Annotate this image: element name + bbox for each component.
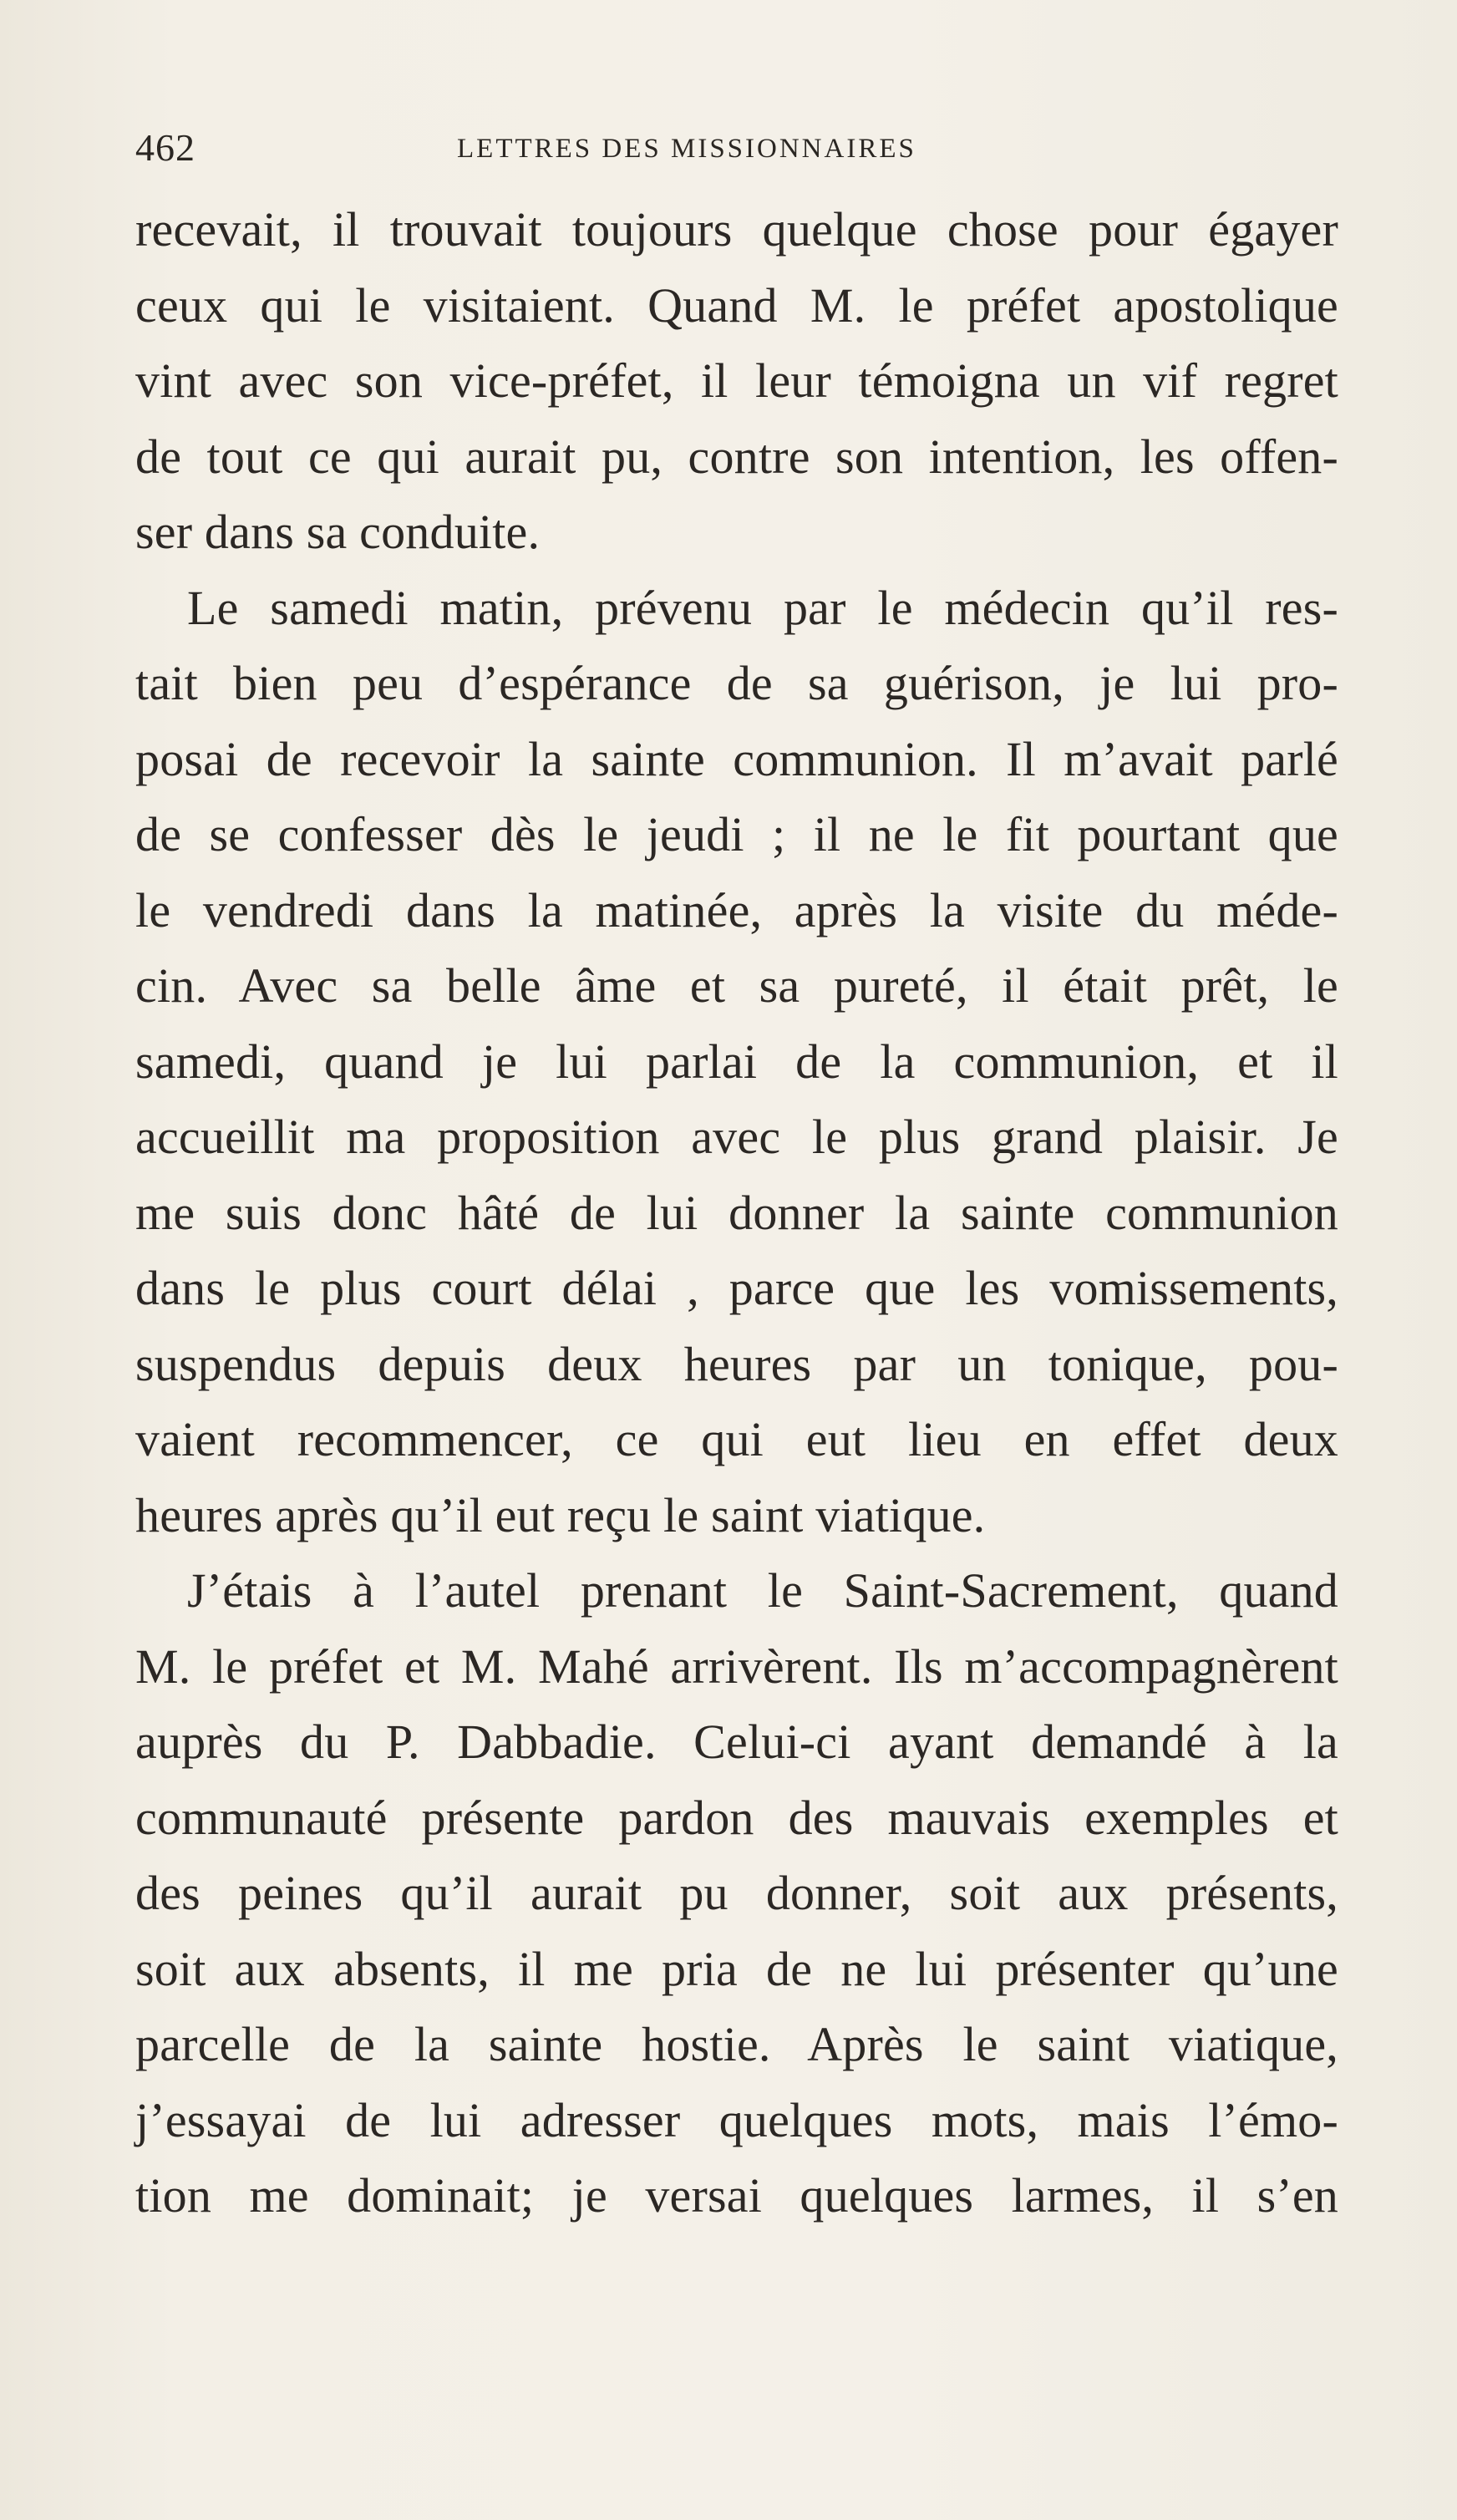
- text-line: ceux qui le visitaient. Quand M. le préfet apostolique: [135, 277, 1338, 333]
- text-line: soit aux absents, il me pria de ne lui présenter qu’une: [135, 1941, 1338, 1996]
- paragraph-1: [135, 192, 1338, 571]
- text-line: vint avec son vice-préfet, il leur témoigna un vif regret: [135, 353, 1338, 408]
- text-line: tait bien peu d’espérance de sa guérison, je lui pro-: [135, 656, 1338, 710]
- text-line: de tout ce qui aurait pu, contre son intention, les offen-: [135, 429, 1338, 484]
- text-line: posai de recevoir la sainte communion. Il m’avait parlé: [135, 731, 1338, 786]
- text-line: Le samedi matin, prévenu par le médecin qu’il res-: [187, 580, 1338, 635]
- text-line: recevait, il trouvait toujours quelque chose pour égayer: [135, 202, 1338, 257]
- text-line: me suis donc hâté de lui donner la sainte communion: [135, 1185, 1338, 1240]
- paragraph-3: [135, 1553, 1338, 2234]
- text-line: tion me dominait; je versai quelques larmes, il s’en: [135, 2168, 1338, 2223]
- text-line: le vendredi dans la matinée, après la visite du méde-: [135, 882, 1338, 937]
- text-line: cin. Avec sa belle âme et sa pureté, il était prêt, le: [135, 958, 1338, 1013]
- body-text: [135, 192, 1338, 2234]
- text-line: accueillit ma proposition avec le plus grand plaisir. Je: [135, 1110, 1338, 1164]
- text-line: samedi, quand je lui parlai de la communion, et il: [135, 1034, 1338, 1089]
- text-line: de se confesser dès le jeudi ; il ne le fit pourtant que: [135, 807, 1338, 861]
- page-number: 462: [135, 126, 195, 169]
- text-line: vaient recommencer, ce qui eut lieu en effet deux: [135, 1412, 1338, 1466]
- text-line: heures après qu’il eut reçu le saint viatique.: [135, 1487, 986, 1542]
- text-line: ser dans sa conduite.: [135, 505, 541, 559]
- text-line: dans le plus court délai , parce que les vomissements,: [135, 1261, 1338, 1315]
- text-line: M. le préfet et M. Mahé arrivèrent. Ils m’accompagnèrent: [135, 1639, 1338, 1694]
- paragraph-2: [135, 571, 1338, 1554]
- text-line: communauté présente pardon des mauvais exemples et: [135, 1790, 1338, 1845]
- text-line: j’essayai de lui adresser quelques mots, mais l’émo-: [135, 2092, 1338, 2147]
- text-line: parcelle de la sainte hostie. Après le saint viatique,: [135, 2017, 1338, 2071]
- text-line: auprès du P. Dabbadie. Celui-ci ayant demandé à la: [135, 1715, 1338, 1769]
- text-line: des peines qu’il aurait pu donner, soit aux présents,: [135, 1866, 1338, 1920]
- running-title: LETTRES DES MISSIONNAIRES: [457, 134, 916, 164]
- page-header: [135, 125, 1338, 175]
- text-line: J’étais à l’autel prenant le Saint-Sacrement, quand: [187, 1563, 1338, 1618]
- text-line: suspendus depuis deux heures par un tonique, pou-: [135, 1336, 1338, 1391]
